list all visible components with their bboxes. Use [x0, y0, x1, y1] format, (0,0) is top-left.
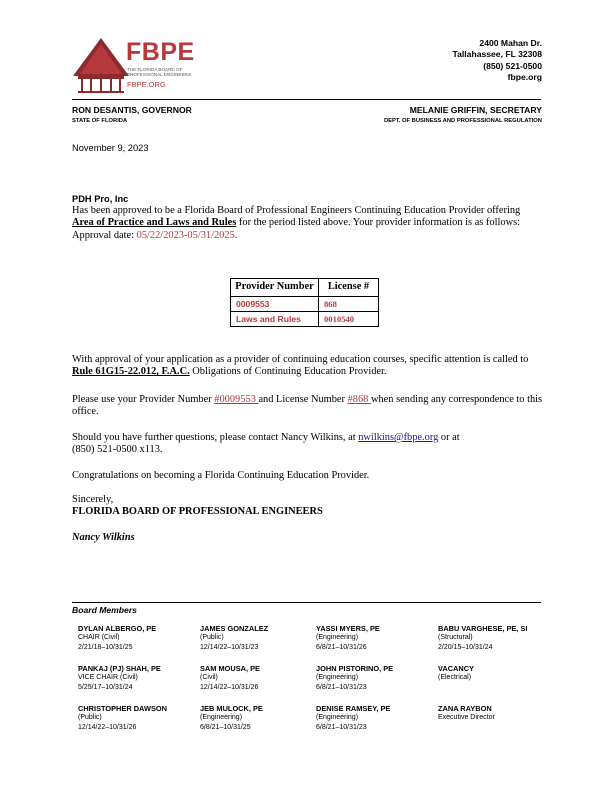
provider-text-2: and License Number: [258, 394, 348, 405]
closing-block: [72, 494, 544, 518]
address-line-1: 2400 Mahan Dr.: [479, 38, 542, 48]
board-rule: [72, 602, 541, 603]
approval-end: .: [234, 229, 238, 241]
intro-text-1: Has been approved to be a Florida Board of Professional Engineers Continuing Education Provider offering: [72, 205, 521, 217]
member-term: 6/8/21–10/31/26: [316, 643, 367, 651]
member-term: 6/8/21–10/31/25: [200, 723, 251, 731]
governor-name: RON DESANTIS, GOVERNOR: [72, 105, 192, 115]
member-role: (Public): [78, 714, 102, 722]
member-name: JAMES GONZALEZ: [200, 624, 269, 633]
member-term: 5/25/17–10/31/24: [78, 683, 133, 691]
provider-number-link[interactable]: #0009553: [214, 394, 259, 405]
contact-text-2: or at: [438, 432, 460, 443]
board-member: [438, 704, 553, 723]
secretary-org: DEPT. OF BUSINESS AND PROFESSIONAL REGULATION: [383, 118, 542, 124]
member-name: JOHN PISTORINO, PE: [316, 664, 394, 673]
fbpe-logo: [72, 36, 204, 94]
congratulations-paragraph: Congratulations on becoming a Florida Continuing Education Provider.: [72, 470, 370, 481]
rule-text-1: With approval of your application as a provider of continuing education courses, specific attention is called to: [72, 354, 529, 365]
intro-text-2: for the period listed above. Your provider information is as follows:: [236, 217, 521, 229]
member-role: (Engineering): [316, 634, 359, 642]
provider-text-1: Please use your Provider Number: [72, 394, 215, 405]
board-member: [200, 624, 315, 652]
logo-url: FBPE.ORG: [127, 80, 166, 89]
rule-paragraph: [72, 354, 544, 378]
member-name: JEB MULOCK, PE: [200, 704, 263, 713]
address-line-2: Tallahassee, FL 32308: [452, 49, 542, 60]
table-row: [231, 311, 379, 326]
signer-name: Nancy Wilkins: [72, 532, 135, 543]
member-name: YASSI MYERS, PE: [316, 624, 380, 633]
provider-laws-cell: Laws and Rules: [231, 311, 319, 326]
member-role: (Engineering): [200, 714, 243, 722]
contact-phone: (850) 521-0500 x113.: [72, 444, 163, 456]
logo-wordmark: FBPE: [126, 38, 195, 66]
provider-number-cell: 0009553: [231, 296, 319, 311]
intro-paragraph: [72, 193, 544, 242]
board-member: [316, 664, 431, 692]
header-rule: [72, 99, 541, 100]
board-member: [438, 664, 553, 683]
member-term: 2/21/18–10/31/25: [78, 643, 133, 651]
member-name: DENISE RAMSEY, PE: [316, 704, 391, 713]
member-term: 2/20/15–10/31/24: [438, 643, 493, 651]
license-laws-cell: 0010540: [319, 311, 379, 326]
license-number-cell: 868: [319, 296, 379, 311]
board-member: [200, 704, 315, 732]
pavilion-logo-icon: [72, 36, 130, 94]
member-term: 12/14/22–10/31/26: [200, 683, 259, 691]
logo-subtitle: THE FLORIDA BOARD OF PROFESSIONAL ENGINEERS: [127, 67, 191, 78]
provider-number-paragraph: [72, 394, 544, 418]
approval-dates: 05/22/2023-05/31/2025: [136, 229, 235, 241]
member-role: Executive Director: [438, 714, 495, 722]
board-member: [78, 624, 193, 652]
member-term: 6/8/21–10/31/23: [316, 723, 367, 731]
rule-text-2: Obligations of Continuing Education Provider.: [189, 366, 387, 378]
table-header-row: [231, 279, 379, 297]
member-name: VACANCY: [438, 664, 474, 673]
member-name: ZANA RAYBON: [438, 704, 492, 713]
member-name: DYLAN ALBERGO, PE: [78, 624, 157, 633]
board-member: [316, 704, 431, 732]
member-name: BABU VARGHESE, PE, SI: [438, 624, 528, 633]
table-row: [231, 296, 379, 311]
secretary-block: [384, 105, 542, 124]
member-term: 12/14/22–10/31/23: [200, 643, 259, 651]
member-role: VICE CHAIR (Civil): [78, 674, 138, 682]
contact-text-1: Should you have further questions, please contact Nancy Wilkins, at: [72, 432, 359, 443]
header-license: License #: [319, 279, 379, 297]
member-role: (Structural): [438, 634, 473, 642]
member-role: (Electrical): [438, 674, 472, 682]
board-member: [200, 664, 315, 692]
provider-table: [230, 278, 379, 327]
area-of-practice: Area of Practice and Laws and Rules: [72, 217, 237, 229]
secretary-name: MELANIE GRIFFIN, SECRETARY: [409, 105, 542, 115]
address-phone: (850) 521-0500: [483, 60, 542, 71]
address-block: [453, 38, 543, 83]
member-name: CHRISTOPHER DAWSON: [78, 704, 167, 713]
rule-reference-link[interactable]: Rule 61G15-22.012, F.A.C.: [72, 366, 190, 378]
organization-signature: FLORIDA BOARD OF PROFESSIONAL ENGINEERS: [72, 506, 323, 518]
member-role: (Public): [200, 634, 224, 642]
header-provider-number: Provider Number: [231, 279, 319, 297]
board-members-title: Board Members: [72, 605, 137, 615]
member-term: 6/8/21–10/31/23: [316, 683, 367, 691]
provider-text-3: when sending any correspondence to this office.: [72, 394, 543, 418]
member-name: SAM MOUSA, PE: [200, 664, 260, 673]
member-role: (Engineering): [316, 674, 359, 682]
recipient-name: PDH Pro, Inc: [72, 194, 129, 204]
address-website: fbpe.org: [507, 71, 542, 82]
member-term: 12/14/22–10/31/26: [78, 723, 137, 731]
approval-label: Approval date:: [72, 229, 137, 241]
board-member: [78, 704, 193, 732]
member-role: CHAIR (Civil): [78, 634, 120, 642]
email-link[interactable]: nwilkins@fbpe.org: [358, 432, 439, 443]
governor-org: STATE OF FLORIDA: [72, 118, 128, 124]
board-member: [316, 624, 431, 652]
closing-salutation: Sincerely,: [72, 494, 114, 505]
contact-paragraph: [72, 432, 544, 456]
member-role: (Engineering): [316, 714, 359, 722]
board-member: [438, 624, 553, 652]
license-number-link[interactable]: #868: [347, 394, 371, 405]
member-name: PANKAJ (PJ) SHAH, PE: [78, 664, 161, 673]
member-role: (Civil): [200, 674, 218, 682]
letter-date: November 9, 2023: [72, 143, 149, 153]
board-member: [78, 664, 193, 692]
governor-block: [72, 105, 192, 124]
